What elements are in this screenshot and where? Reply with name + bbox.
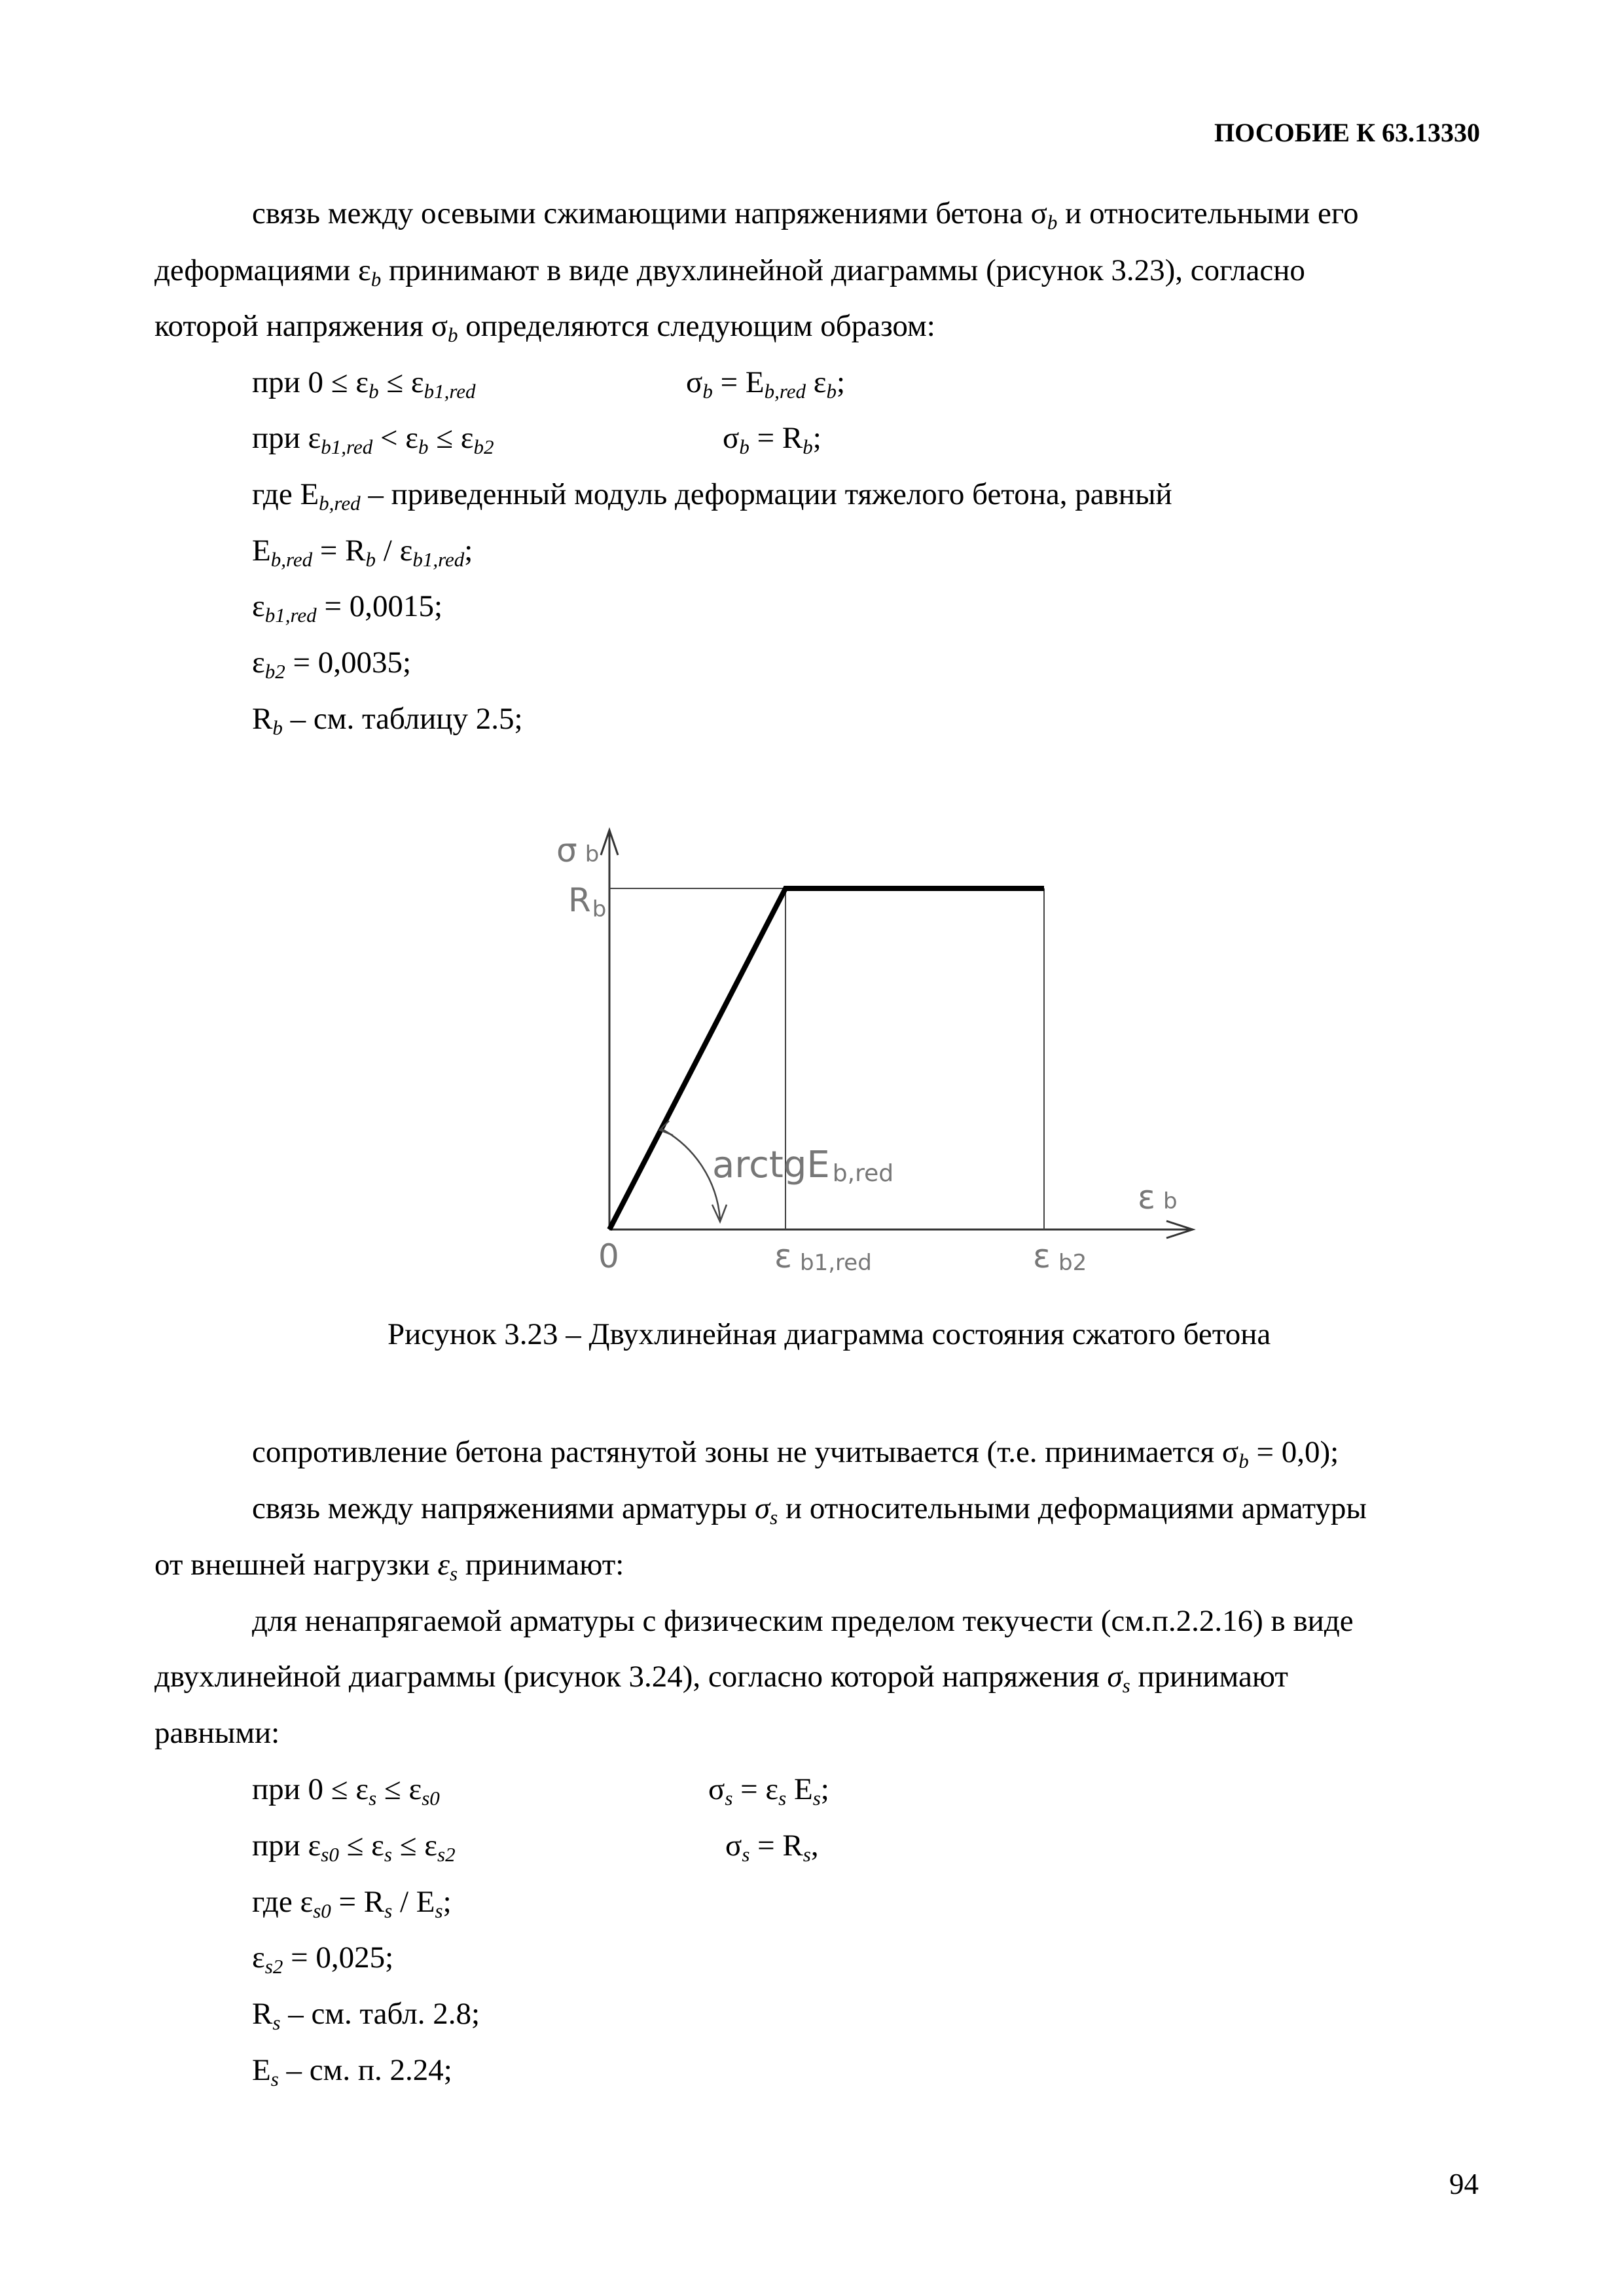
page-number: 94 [1449,2168,1479,2200]
concrete-cond-2: при $\varepsilon_{b1,red} < \varepsilon_b \le \varepsilon_{b2}$ [252,421,494,458]
tick-eb1-label: ε b1,red [774,1237,872,1276]
steel-where: где $\varepsilon_{s0} = R_s / E_s$; [252,1885,452,1922]
concrete-formula-2: $\sigma_b = R_b$; [723,421,821,458]
y-axis-label: σ b [556,831,600,869]
steel-es2: $\varepsilon_{s2} = 0,025$; [252,1941,394,1978]
para2-line5: двухлинейной диаграммы (рисунок 3.24), согласно которой напряжения $\sigma_s$ принимают [154,1660,1288,1697]
origin-label: 0 [598,1237,619,1275]
para1-line3: которой напряжения $\sigma_b$ определяются следующим образом: [154,309,935,346]
para2-line4: для ненапрягаемой арматуры с физическим пределом текучести (см.п.2.2.16) в виде [252,1604,1354,1638]
document-header: ПОСОБИЕ К 63.13330 [1214,118,1480,147]
para2-line6: равными: [154,1716,280,1750]
steel-es: $E_s$ – см. п. 2.24; [252,2053,452,2090]
concrete-e-red: $E_{b,red} = R_b / \varepsilon_{b1,red}$; [252,534,473,571]
angle-arc [661,1129,720,1219]
x-axis-label: ε b [1138,1178,1178,1216]
concrete-where: где $E_{b,red}$ – приведенный модуль деформации тяжелого бетона, равный [252,477,1172,515]
concrete-cond-1: при $0 \le \varepsilon_b \le \varepsilon_{b1,red}$ [252,365,476,403]
angle-label: arctgE b,red [712,1144,894,1187]
steel-rs: $R_s$ – см. табл. 2.8; [252,1997,480,2034]
rb-label: Rb [568,881,607,922]
figure-caption: Рисунок 3.23 – Двухлинейная диаграмма состояния сжатого бетона [388,1317,1271,1351]
concrete-eb2: $\varepsilon_{b2} = 0,0035$; [252,646,412,683]
concrete-eb1: $\varepsilon_{b1,red} = 0,0015$; [252,589,443,627]
para2-line2: связь между напряжениями арматуры $\sigma_s$ и относительными деформациями арматуры [252,1491,1367,1529]
steel-formula-1: $\sigma_s = \varepsilon_s$ $E_s$; [708,1772,829,1810]
steel-cond-2: при $\varepsilon_{s0} \le \varepsilon_s \le \varepsilon_{s2}$ [252,1829,456,1866]
steel-cond-1: при $0 \le \varepsilon_s \le \varepsilon_{s0}$ [252,1772,440,1810]
para1-line1: связь между осевыми сжимающими напряжениями бетона $\sigma_b$ и относительными его [252,196,1359,234]
concrete-formula-1: $\sigma_b = E_{b,red}$ $\varepsilon_b$; [686,365,846,403]
para1-line2: деформациями $\varepsilon_b$ принимают в виде двухлинейной диаграммы (рисунок 3.23), согласно [154,253,1305,291]
tick-eb2-label: ε b2 [1033,1237,1087,1276]
steel-formula-2: $\sigma_s = R_s$, [725,1829,819,1866]
concrete-rb: $R_b$ – см. таблицу 2.5; [252,702,523,739]
para2-line1: сопротивление бетона растянутой зоны не учитывается (т.е. принимается $\sigma_b = 0,0$); [252,1435,1339,1472]
para2-line3: от внешней нагрузки $\varepsilon_s$ принимают: [154,1548,624,1585]
